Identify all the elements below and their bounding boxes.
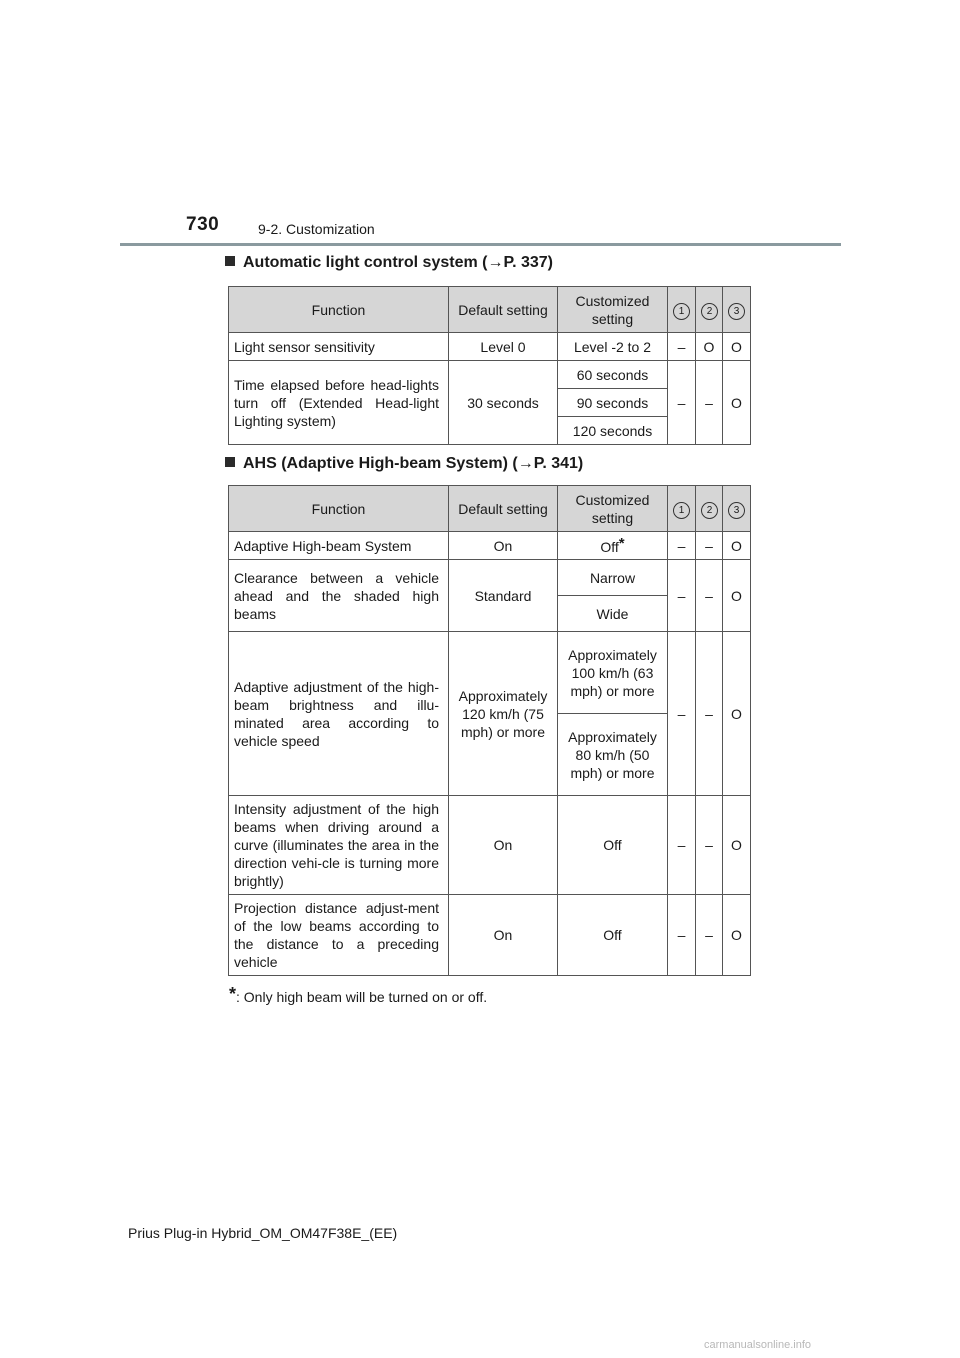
default-cell: Standard — [449, 560, 558, 632]
mark-cell: O — [723, 895, 751, 976]
mark-cell: – — [668, 560, 696, 632]
light-control-table — [228, 286, 751, 445]
mark-cell: O — [723, 796, 751, 895]
default-cell: Level 0 — [449, 333, 558, 361]
function-cell: Adaptive High-beam System — [229, 532, 449, 560]
footnote-text: : Only high beam will be turned on or off. — [236, 989, 488, 1005]
mark-cell: – — [696, 532, 723, 560]
col-header-3 — [723, 287, 751, 333]
custom-cell: Approximately 100 km/h (63 mph) or more — [558, 632, 668, 714]
col-header-1 — [668, 486, 696, 532]
default-cell: 30 seconds — [449, 361, 558, 445]
col-header-default: Default setting — [449, 287, 558, 333]
function-cell: Light sensor sensitivity — [229, 333, 449, 361]
col-header-function: Function — [229, 287, 449, 333]
custom-cell: Wide — [558, 596, 668, 632]
custom-cell: 60 seconds — [558, 361, 668, 389]
custom-cell: Approximately 80 km/h (50 mph) or more — [558, 714, 668, 796]
section-title: Automatic light control system (→P. 337) — [243, 254, 553, 271]
table-row — [229, 361, 751, 389]
function-cell: Clearance between a vehicle ahead and the shaded high beams — [229, 560, 449, 632]
custom-cell — [558, 532, 668, 560]
function-cell: Intensity adjustment of the high beams when driving around a curve (illuminates the area in the direction vehi-cle is turning more brightly) — [229, 796, 449, 895]
footnote — [229, 984, 487, 1005]
mark-cell: O — [723, 361, 751, 445]
square-bullet-icon — [225, 256, 235, 266]
mark-cell: O — [723, 333, 751, 361]
mark-cell: O — [723, 560, 751, 632]
page-number: 730 — [186, 214, 220, 235]
table-row — [229, 796, 751, 895]
footnote-marker: * — [618, 535, 625, 552]
function-cell: Projection distance adjust-ment of the low beams according to the distance to a preceding vehicle — [229, 895, 449, 976]
section-heading-light-control — [225, 254, 553, 272]
default-cell: On — [449, 532, 558, 560]
table-header-row — [229, 486, 751, 532]
document-id: Prius Plug-in Hybrid_OM_OM47F38E_(EE) — [128, 1225, 398, 1241]
custom-value: Off — [600, 539, 619, 555]
footnote-asterisk: * — [229, 984, 237, 1004]
custom-cell: Narrow — [558, 560, 668, 596]
custom-cell: Off — [558, 895, 668, 976]
watermark-site: carmanualsonline.info — [704, 1339, 812, 1351]
mark-cell: O — [696, 333, 723, 361]
table-row — [229, 632, 751, 714]
default-cell: On — [449, 895, 558, 976]
mark-cell: – — [668, 532, 696, 560]
mark-cell: – — [696, 796, 723, 895]
circled-number-2: 2 — [701, 502, 718, 519]
function-cell: Adaptive adjustment of the high-beam brightness and illu-minated area according to vehicle speed — [229, 632, 449, 796]
default-cell: On — [449, 796, 558, 895]
col-header-2 — [696, 287, 723, 333]
table-row — [229, 333, 751, 361]
circled-number-3: 3 — [728, 303, 745, 320]
mark-cell: – — [668, 895, 696, 976]
circled-number-3: 3 — [728, 502, 745, 519]
mark-cell: – — [668, 796, 696, 895]
table-row — [229, 532, 751, 560]
table-row — [229, 895, 751, 976]
section-title: AHS (Adaptive High-beam System) (→P. 341) — [243, 455, 584, 472]
col-header-3 — [723, 486, 751, 532]
table-row — [229, 560, 751, 596]
circled-number-1: 1 — [673, 303, 690, 320]
function-cell: Time elapsed before head-lights turn off (Extended Head-light Lighting system) — [229, 361, 449, 445]
mark-cell: – — [696, 632, 723, 796]
mark-cell: – — [668, 632, 696, 796]
col-header-custom: Customized setting — [558, 486, 668, 532]
ahs-table — [228, 485, 751, 976]
section-heading-ahs — [225, 455, 583, 473]
square-bullet-icon — [225, 457, 235, 467]
col-header-default: Default setting — [449, 486, 558, 532]
mark-cell: – — [668, 333, 696, 361]
custom-cell: Off — [558, 796, 668, 895]
custom-cell: 120 seconds — [558, 417, 668, 445]
col-header-function: Function — [229, 486, 449, 532]
header-rule — [120, 243, 841, 246]
mark-cell: O — [723, 532, 751, 560]
section-label: 9-2. Customization — [258, 221, 375, 237]
circled-number-2: 2 — [701, 303, 718, 320]
mark-cell: – — [696, 361, 723, 445]
col-header-1 — [668, 287, 696, 333]
default-cell: Approximately 120 km/h (75 mph) or more — [449, 632, 558, 796]
mark-cell: – — [668, 361, 696, 445]
col-header-custom: Customized setting — [558, 287, 668, 333]
mark-cell: O — [723, 632, 751, 796]
table-header-row — [229, 287, 751, 333]
mark-cell: – — [696, 560, 723, 632]
circled-number-1: 1 — [673, 502, 690, 519]
col-header-2 — [696, 486, 723, 532]
custom-cell: 90 seconds — [558, 389, 668, 417]
custom-cell: Level -2 to 2 — [558, 333, 668, 361]
mark-cell: – — [696, 895, 723, 976]
